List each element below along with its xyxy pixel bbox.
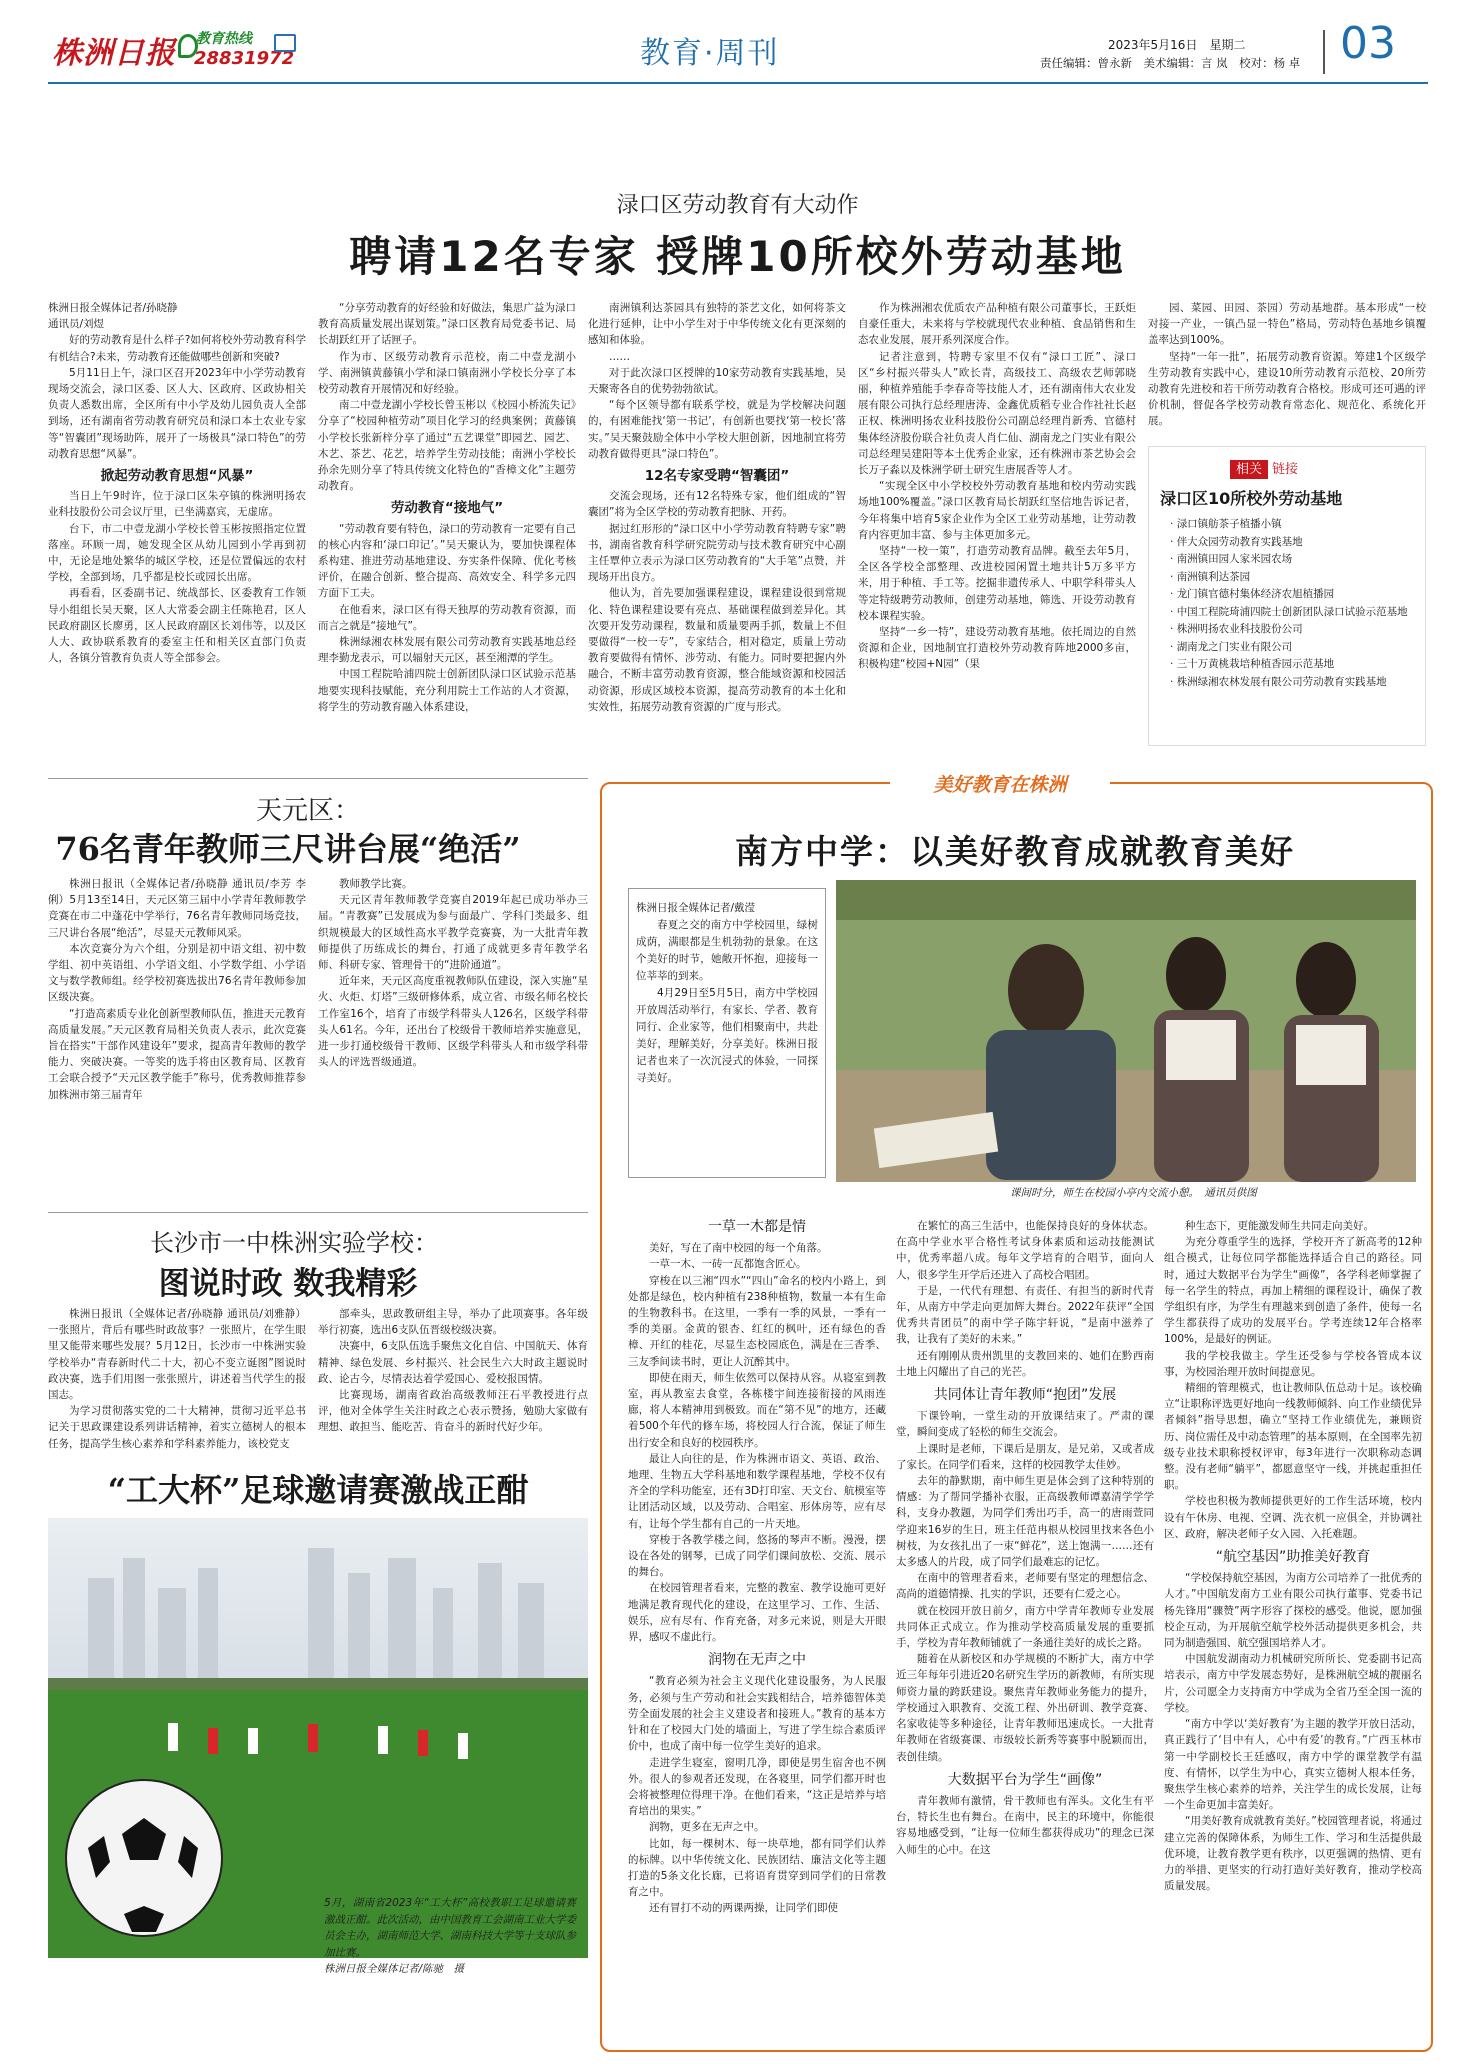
paragraph: 润物，更多在无声之中。 (649, 1821, 765, 1834)
paragraph: 精细的管理模式，也让教师队伍总动十足。该校确立“让职称评选更好地向一线教师倾斜、向工作业绩优异者倾斜”指导思想，确立“坚持工作业绩优先，兼顾资历、岗位需任及中动态管理”的基本原则，在全国率先初级专业技术职称授权评审，每3年进行一次职称动态调整。没有老师“躺平”，都愿意坚守一线，并挑起重担任职。 (1164, 1382, 1422, 1492)
paragraph: 在南中的管理者看来，老师要有坚定的理想信念、高尚的道德情操、扎实的学识，还要有仁爱之心。 (896, 1572, 1154, 1601)
paragraph: 比如，每一棵树木、每一块草地，都有同学们认养的标牌。以中华传统文化、民族团结、廉洁文化等主题打造的5条文化长廊，已将语育贯穿到同学们的日常教育之中。 (628, 1837, 886, 1899)
paragraph: 穿梭于各教学楼之间，悠扬的琴声不断。漫漫，摆设在各处的钢琴，已成了同学们课间放松、交流、展示的舞台。 (628, 1533, 886, 1579)
nanfang-column-1 (628, 1212, 886, 2042)
paragraph: 还有冒打不动的两课两操，让同学们即使 (649, 1902, 838, 1915)
lead-col1b-text (48, 488, 306, 666)
paragraph: “每个区领导都有联系学校，就是为学校解决问题的，有困难能找‘第一书记’，有创新也要找‘第一校长’落实。”吴天聚鼓励全体中小学校大胆创新，因地制宜将劳动教育做得更具“渌口特色”。 (588, 399, 846, 460)
nanfang-intro-text (636, 900, 818, 1087)
paragraph: 株洲绿湘农林发展有限公司劳动教育实践基地总经理李勤龙表示，可以辐射天元区，甚至湘潭的学生。 (318, 636, 576, 665)
paragraph: …… (609, 350, 630, 363)
labor-base-list (1170, 516, 1420, 691)
paragraph: 株洲日报全媒体记者/孙晓静 通讯员/刘煜 (48, 302, 178, 331)
list-item: · 南洲镇田园人家米园农场 (1170, 551, 1420, 569)
related-tag (1230, 458, 1302, 477)
lead-column-2 (318, 300, 576, 780)
paragraph: “教育必须为社会主义现代化建设服务，为人民服务，必须与生产劳动和社会实践相结合，培养德智体美劳全面发展的社会主义建设者和接班人。”教育的基本方针和在了校园大门处的墙面上，写进了学生综合素质评价中，也成了南中每一位学生美好的追求。 (628, 1675, 886, 1753)
nanfang-col2-text (896, 1218, 1154, 1380)
paragraph: 天元区青年教师教学竞赛自2019年起已成功举办三届。“青教赛”已发展成为参与面最广、学科门类最多、组织规模最大的区域性高水平教学竞赛赛，为一大批青年教师提供了历练成长的舞台，打通了成就更多青年教学名师、科研专家、管理骨干的“进阶通道”。 (318, 894, 588, 972)
lead-col1-text (48, 300, 306, 462)
paragraph: 交流会现场，还有12名特殊专家，他们组成的“智囊团”将为全区学校的劳动教育把脉、开药。 (588, 490, 846, 519)
paragraph: 5月11日上午，渌口区召开2023年中小学劳动教育现场交流会，渌口区委、区人大、区政府、区政协相关负责人悉数出席，全区所有中小学及幼儿园负责人全部到场，还有湖南省劳动教育研究员和渌口本土农业专家等“智囊团”现场助阵，展开了一场极具“渌口特色”的劳动教育思想“风暴”。 (48, 366, 306, 460)
paragraph: 去年的静默期，南中师生更是体会到了这种特别的情感：为了帮同学播补衣服，正高级教师谭嘉清学学学科，支身办教题，为同学们秀出巧手，高一的唐雨萱同学迎来16岁的生日，班主任范冉根从校园里找来各色小树枝，为女孩扎出了一束“鲜花”，送上饱满一……还有太多感人的片段，成了同学们最难忘的记忆。 (896, 1475, 1154, 1569)
paragraph: 株洲日报讯（全媒体记者/孙晓静 通讯员/刘雅静）一张照片，背后有哪些时政故事？一张照片，在学生眼里又能带来哪些发展？5月12日，长沙市一中株洲实验学校举办“青春新时代二十大，初心不变立诞图”图说时政决赛，选手们用图一张张照片，讲述着当代学生的报国志。 (48, 1308, 306, 1402)
list-item: · 株洲绿湘农林发展有限公司劳动教育实践基地 (1170, 674, 1420, 692)
hotline-badge (178, 26, 296, 76)
paragraph: 最让人向往的是，作为株洲市语文、英语、政治、地理、生物五大学科基地和数学课程基地，学校不仅有齐全的学科功能室，还有3D打印室、天文台、航模室等让团活动区域，以及劳动、合唱室、形体房等，应有尽有，让每个学生都有自己的一片天地。 (628, 1452, 886, 1530)
paragraph: 台下，市二中壹龙湖小学校长曾玉彬按照指定位置落座。环顾一周，她发现全区从幼儿园到小学再到初中，无论是地处繁华的城区学校，还是位置偏远的农村学校，全部到场，几乎都是校长或园长出席。 (48, 522, 306, 584)
paragraph: 园、菜园、田园、茶园）劳动基地群。基本形成“一校对接一产业，一镇凸显一特色”格局，劳动特色基地乡镇覆盖率达到100%。 (1148, 302, 1426, 347)
lead-col3b-text (588, 488, 846, 715)
paragraph: “南方中学以‘美好教育’为主题的教学开放日活动，真正践行了‘目中有人，心中有爱’的教育。”广西玉林市第一中学副校长王廷感叹，南方中学的课堂教学有温度、有情怀，以学生为中心，真实立德树人根本任务，聚焦学生核心素养的培养，关注学生的成长发展，让每一个生命更加丰富美好。 (1164, 1718, 1422, 1812)
nanfang-subhead-3: 共同体让青年教师“抱团”发展 (933, 1387, 1117, 1404)
paragraph: 一草一木、一砖一瓦都饱含匠心。 (649, 1258, 807, 1271)
paragraph: 上课时是老师，下课后是朋友，是兄弟，又或者成了家长。在同学们看来，这样的校园教学太佳妙。 (896, 1442, 1154, 1471)
changsha-column-2 (318, 1306, 588, 1456)
lead-subhead-1: 掀起劳动教育思想“风暴” (100, 468, 254, 485)
section-divider-left (48, 778, 588, 779)
paragraph: 坚持“一校一策”，打造劳动教育品牌。截至去年5月，全区各学校全部整理、改进校园闲置土地共计5万多平方米，用于种植、手工等。挖掘非遗传承人、中职学科带头人等定特级聘劳动教师，创建劳动基地，筛选、开设劳动教育校本课程实验。 (858, 545, 1136, 622)
lead-kicker: 渌口区劳动教育有大动作 (616, 193, 859, 218)
paragraph: 下课铃响，一堂生动的开放课结束了。严肃的课堂，瞬间变成了轻松的师生交流会。 (896, 1410, 1154, 1439)
paragraph: 在繁忙的高三生活中，也能保持良好的身体状态。在高中学业水平合格性考试身体素质和运动技能测试中，优秀率超八成。每年文学培育的合唱节，面向人人，很多学生开学后还进入了高校合唱团。 (896, 1220, 1154, 1281)
link-label: 链接 (1272, 462, 1299, 477)
tianyuan-headline: 76名青年教师三尺讲台展“绝活” (55, 830, 521, 868)
lead-column-3 (588, 300, 846, 780)
photo-caption: 课间时分，师生在校园小亭内交流小憩。 通讯员供图 (1010, 1187, 1257, 1199)
header-rule (48, 82, 1428, 84)
list-item: · 三十万黄桃栽培种植香园示范基地 (1170, 656, 1420, 674)
changsha-column-1 (48, 1306, 306, 1456)
list-item: · 龙门镇官德村集体经济农旭植播园 (1170, 586, 1420, 604)
list-item: · 南洲镇利达茶园 (1170, 569, 1420, 587)
lead-col5-text (1148, 300, 1426, 430)
paragraph: 为学习贯彻落实党的二十大精神，贯彻习近平总书记关于思政课建设系列讲话精神，着实立德树人的根本任务，提高学生核心素养和学科素养能力，该校党支 (48, 1405, 306, 1450)
lead-col2-text (318, 300, 576, 494)
paragraph: 教师教学比赛。 (339, 878, 413, 890)
changsha-headline: 图说时政 数我精彩 (158, 1266, 418, 1302)
related-title: 渌口区10所校外劳动基地 (1160, 489, 1343, 508)
nanfang-column-2 (896, 1218, 1154, 2042)
paragraph: 春夏之交的南方中学校园里，绿树成荫，满眼都是生机勃勃的景象。在这个美好的时节，她敞开怀抱，迎接每一位莘莘的到来。 (636, 919, 818, 982)
tianyuan-col2-text (318, 876, 588, 1070)
paragraph: 南二中壹龙湖小学校长曾玉彬以《校园小桥流失记》分享了“校园种植劳动”项目化学习的经典案例；黄藤镇小学校长张新梓分享了通过“五艺课堂”即园艺、园艺、木艺、茶艺、花艺，培养学生劳动技能；南洲小学校长孙余先则分享了特具传统文化特色的“香樟文化”主题劳动教育。 (318, 399, 576, 493)
masthead-logo: 株洲日报 (52, 36, 176, 71)
paragraph: 中国工程院哈浦四院士创新团队渌口区试验示范基地要实现科技赋能，充分利用院士工作站的人才资源，将学生的劳动教育融入体系建设， (318, 668, 576, 713)
nanfang-col2c-text (896, 1793, 1154, 1858)
paragraph: 走进学生寝室，窗明几净，即使是男生宿舍也不例外。很人的参观者还发现，在各寝里，同学们都开时也会将被整理位得理干净。在他们看来，“这正是培养与培育培出的果实。” (628, 1756, 886, 1818)
paragraph: 于是，一代代有理想、有责任、有担当的新时代青年，从南方中学走向更加辉大舞台。2022年获评“全国优秀共青团员”的南中学子陈宇轩说，“是南中滋养了我，让我有了美好的未来。” (896, 1284, 1154, 1346)
section-divider-left-2 (48, 1212, 588, 1213)
paragraph: 4月29日至5月5日，南方中学校园开放周活动举行，有家长、学者、教育同行、企业家等，他们相聚南中，共赴美好，理解美好，分享美好。株洲日报记者也来了一次沉浸式的体验，一同探寻美好。 (636, 987, 818, 1084)
lead-subhead-3: 12名专家受聘“智囊团” (644, 468, 790, 485)
paragraph: 中国航发湖南动力机械研究所所长、党委副书记高培表示，南方中学发展态势好，是株洲航空城的靓丽名片，公司愿全力支持南方中学成为全省乃至全国一流的学校。 (1164, 1653, 1422, 1714)
lead-subhead-2: 劳动教育“接地气” (390, 500, 504, 517)
feature-column-tag: 美好教育在株洲 (890, 765, 1110, 801)
lead-column-1 (48, 300, 306, 780)
paragraph: “用美好教育成就教育美好。”校园管理者说，将通过建立完善的保障体系，为师生工作、学习和生活提供最优环境，让教育教学更有秩序，以更强调的热情、更有力的举措、更坚实的行动打造好美好教育，推动学校高质量发展。 (1164, 1815, 1422, 1893)
nanfang-column-3 (1164, 1218, 1422, 2042)
paragraph: 为充分尊重学生的选择，学校开齐了新高考的12种组合模式，让每位同学都能选择适合自己的路径。同时，通过大数据平台为学生“画像”，各学科老师掌握了每一名学生的特点，再加上精细的课程设计，确保了教学组织有序，为学生有理越来到创造了条件，使每一名学生都获得了成功的发展平台。学考连续12年合格率100%，是最好的例证。 (1164, 1236, 1422, 1346)
paragraph: 还有刚刚从贵州凯里的支教回来的、她们在黔西南土地上闪耀出了自己的光芒。 (896, 1349, 1154, 1378)
football-caption: 5月，湖南省2023年“工大杯”高校教职工足球邀请赛激战正酣。此次活动，由中国教育工会湖南工业大学委员会主办，湖南师范大学、湖南科技大学等十支球队参加比赛。 株洲日报全媒体记者/陈驰 摄 (324, 1897, 576, 1975)
list-item: · 伴大众园劳动教育实践基地 (1170, 534, 1420, 552)
lead-col2b-text (318, 521, 576, 715)
nanfang-col1-text (628, 1240, 886, 1645)
paragraph: 好的劳动教育是什么样子?如何将校外劳动教育科学有机结合?未来，劳动教育还能做哪些创新和突破? (48, 334, 306, 363)
list-item: · 中国工程院琦浦四院士创新团队渌口试验示范基地 (1170, 604, 1420, 622)
lead-col4-text (858, 300, 1136, 673)
paragraph: 坚持“一年一批”，拓展劳动教育资源。筹建1个区级学生劳动教育实践中心，建设10所劳动教育示范校、20所劳动教育先进校和若干所劳动教育合格校。形成可还可遇的评价机制，督促各学校劳动教育常态化、规范化、系统化开展。 (1148, 350, 1426, 428)
football-match-photo (48, 1518, 588, 1958)
editors-line: 责任编辑：曾永新 美术编辑：言 岚 校对：杨 卓 (1040, 56, 1301, 70)
paragraph: “学校保持航空基因，为南方公司培养了一批优秀的人才。”中国航发南方工业有限公司执行董事、党委书记杨先锋用“骤赞”两字形容了探校的感受。他说，愿加强校企互动，为开展航空航学校外活动提供更多机会，共同为制造强国、航空强国培养人才。 (1164, 1572, 1422, 1650)
paragraph: “分享劳动教育的好经验和好做法，集思广益为渌口教育高质量发展出谋划策。”渌口区教育局党委书记、局长胡跃红开了话匣子。 (318, 302, 576, 347)
list-item: · 渌口镇舫茶子植播小镇 (1170, 516, 1420, 534)
paragraph: 在他看来，渌口区有得天独厚的劳动教育资源，而而言之就是“接地气”。 (318, 603, 576, 632)
paragraph: “打造高素质专业化创新型教师队伍，推进天元教育高质量发展。”天元区教育局相关负责人表示，此次竞赛旨在搭实“干部作风建设年”要求，提高青年教师的教学能力、突破决赛。一等奖的选手将由区教育局、区教育工会联合授予“天元区教学能手”称号，优秀教师推荐参加株洲市第三届青年 (48, 1007, 306, 1101)
tianyuan-col1-text (48, 876, 306, 1103)
hotline-label: 教育热线 (196, 31, 252, 47)
header-divider (1323, 30, 1325, 74)
paragraph: 据过红形形的“渌口区中小学劳动教育特聘专家”聘书，湖南省教育科学研究院劳动与技术教育研究中心副主任覃仲立表示为渌口区劳动教育的“大手笔”点赞，并现场开出良方。 (588, 522, 846, 584)
page-number: 03 (1340, 18, 1396, 69)
paragraph: 部牵头，思政教研组主导，举办了此项赛事。各年级举行初赛，选出6支队伍晋级校级决赛。 (318, 1308, 588, 1337)
paragraph: 株洲日报讯（全媒体记者/孙晓静 通讯员/李芳 李俐）5月13至14日，天元区第三届中小学青年教师教学竞赛在市二中蓬花中学举行，76名青年教师同场竞技，三尺讲台各展“绝活”，尽显天元教师风采。 (48, 878, 306, 939)
paragraph: 在校园管理者看来，完整的教室、教学设施可更好地满足教育现代化的建设，在这里学习、工作、生活、娱乐，应有尽有、作育充备，对多元来说，则是大开眼界，感叹不虚此行。 (628, 1582, 886, 1644)
nanfang-subhead-4: 大数据平台为学生“画像” (947, 1771, 1103, 1788)
lead-headline: 聘请12名专家 授牌10所校外劳动基地 (349, 232, 1126, 281)
changsha-col2-text (318, 1306, 588, 1436)
teacher-students-illustration (836, 880, 1416, 1182)
issue-date: 2023年5月16日 星期二 (1108, 38, 1246, 52)
nanfang-headline: 南方中学：以美好教育成就教育美好 (735, 832, 1295, 871)
paragraph: 学校也积极为教师提供更好的工作生活环境，校内设有午休房、电视、空调、洗衣机一应俱全，并协调社区、政府，解决老师子女入园、入托难题。 (1164, 1495, 1422, 1540)
campus-pavilion-photo (836, 880, 1416, 1182)
paragraph: 青年教师有激情，骨干教师也有浑头。文化生有平台，特长生也有舞台。在南中，民主的环境中，你能很容易地感受到，“让每一位师生都获得成功”的理念已深入师生的心中。在这 (896, 1794, 1154, 1856)
paragraph: 种生态下，更能激发师生共同走向美好。 (1185, 1220, 1374, 1232)
list-item: · 株洲明扬农业科技股份公司 (1170, 621, 1420, 639)
paragraph: 再看看，区委副书记、统战部长、区委教育工作领导小组组长吴天聚，区人大常委会副主任陈艳君，区人民政府副区长廖勇，区人民政府副区长刘伟等，以及区人大、政协联系教育的委室主任和相关区直部门负责人，各镇分管教育负责人等全部参会。 (48, 587, 306, 665)
paragraph: “劳动教育要有特色，渌口的劳动教育一定要有自己的核心内容和‘渌口印记’。”吴天聚认为，要加快课程体系构建、推进劳动基地建设、夯实条件保障、优化考核评价，在融合创新、整合提高、高效安全、科学多元四方面下工夫。 (318, 522, 576, 600)
nanfang-subhead-2: 润物在无声之中 (708, 1652, 806, 1669)
paragraph: 近年来，天元区高度重视教师队伍建设，深入实施“星火、火炬、灯塔”三级研修体系，成立省、市级名师名校长工作室16个，培育了市级学科带头人126名，区级学科带头人61名。今年，还出台了校级骨干教师培养实施意见，进一步打通校级骨干教师、区级学科带头人和市级学科带头人的评选晋级通道。 (318, 975, 588, 1069)
tianyuan-column-1 (48, 876, 306, 1206)
paragraph: 当日上午9时许，位于渌口区朱亭镇的株洲明扬农业科技股份公司会议厅里，已坐满嘉宾，无虚席。 (48, 490, 306, 519)
tianyuan-column-2 (318, 876, 588, 1206)
paragraph: “实现全区中小学校校外劳动教育基地和校内劳动实践场地100%覆盖。”渌口区教育局长胡跃红坚信地告诉记者，今年将集中培育5家企业作为全区工业劳动基地，让劳动教育内容更加丰富、参与主体更加多元。 (858, 480, 1136, 541)
list-item: · 湖南龙之门实业有限公司 (1170, 639, 1420, 657)
nanfang-col2b-text (896, 1408, 1154, 1764)
paragraph: 美好，写在了南中校园的每一个角落。 (649, 1242, 828, 1255)
paragraph: 株洲日报全媒体记者/戴滢 (636, 902, 756, 914)
nanfang-subhead-1: 一草一木都是情 (708, 1219, 806, 1235)
lead-col3-text (588, 300, 846, 462)
paragraph: 决赛中，6支队伍选手聚焦文化自信、中国航天、体育精神、绿色发展、乡村振兴、社会民生六大时政主题说时政、论古今，尽情表达着学爱国心、爱校报国情。 (318, 1340, 588, 1385)
book-icon (274, 34, 296, 52)
paragraph: 我的学校我做主。学生还受参与学校各管成本议事，为校园治理开放时间提意见。 (1164, 1349, 1422, 1378)
section-title: 教育·周刊 (640, 36, 780, 71)
nanfang-col3-text (1164, 1218, 1422, 1542)
nanfang-col3b-text (1164, 1570, 1422, 1894)
paragraph: 作为市、区级劳动教育示范校，南二中壹龙湖小学、南洲镇黄藤镇小学和渌口镇南洲小学校长分享了本校劳动教育开展情况和好经验。 (318, 350, 576, 396)
changsha-kicker: 长沙市一中株洲实验学校： (150, 1229, 438, 1257)
paragraph: 南洲镇利达茶园具有独特的茶艺文化，如何将茶文化进行延伸，让中小学生对于中华传统文化有更深刻的感知和体验。 (588, 302, 846, 347)
related-label: 相关 (1230, 460, 1268, 479)
lead-column-4 (858, 300, 1136, 780)
paragraph: 坚持“一乡一特”，建设劳动教育基地。依托周边的自然资源和企业，因地制宜打造校外劳动教育阵地2000多亩，积极构建“校园+N园”（果 (858, 626, 1136, 671)
hotline-number: 28831972 (194, 48, 295, 69)
tianyuan-kicker: 天元区： (256, 796, 361, 826)
nanfang-col1b-text (628, 1673, 886, 1916)
paragraph: 就在校园开放日前夕，南方中学青年教师专业发展共同体正式成立。作为推动学校高质量发展的重要抓手，学校为青年教师铺就了一条通往美好的成长之路。 (896, 1604, 1154, 1650)
paragraph: 对于此次渌口区授牌的10家劳动教育实践基地，吴天聚寄各自的优势勃勃欲试。 (588, 366, 846, 396)
football-scene-illustration (48, 1518, 588, 1958)
changsha-col1-text (48, 1306, 306, 1452)
nanfang-intro (636, 900, 818, 1172)
paragraph: 随着在从新校区和办学规模的不断扩大，南方中学近三年每年引进近20名研究生学历的新教师，有所实现师资力量的跨跃建设。聚焦青年教师业务能力的提升，学校通过入职教育、交流工程、外出研训、教学竞赛、名家收徒等多种途径，让青年教师迅速成长。一大批青年教师在省级赛课、市级较长新秀等赛事中脱颖而出，表创佳绩。 (896, 1653, 1154, 1763)
paragraph: 即使在雨天，师生依然可以保持从容。从寝室到教室，再从教室去食堂，各栋楼宇间连接衔接的风雨连廊，将人本精神用到极致。而在“第不见”的地方，还藏着500个年代的修车场，将校园人行合流，保证了师生出行安全和良好的校园秩序。 (628, 1371, 886, 1449)
paragraph: 作为株洲湘农优质农产品种植有限公司董事长，王跃炬自豪任重大，未来将与学校就现代农业种植、食品销售和生态农业发展，展开系列深度合作。 (858, 302, 1136, 347)
football-headline: “工大杯”足球邀请赛激战正酣 (107, 1471, 529, 1509)
paragraph: 他认为，首先要加强课程建设，课程建设很到常规化、特色课程建设要有亮点、基础课程做到差异化。其次要开发劳动课程，数量和质量要两手抓，数量上不但要做得“一校一专”，专家结合，相对稳定，质量上劳动教育要做得有情怀、涉劳动、有能力。同时要把握内外融合，不断丰富劳动教育资源，整合能域资源和校园活动资源，形成区域校本资源，提高劳动教育的本土化和实效性，拓展劳动教育资源的广度与形式。 (588, 587, 846, 713)
paragraph: 本次竞赛分为六个组，分别是初中语文组、初中数学组、初中英语组、小学语文组、小学数学组、小学语文与数学教师组。经学校初赛选拔出76名青年教师参加区级决赛。 (48, 942, 306, 1004)
nanfang-subhead-5: “航空基因”助推美好教育 (1215, 1549, 1371, 1566)
paragraph: 穿梭在以三湘“四水”“四山”命名的校内小路上，到处都是绿色，校内种植有238种植物，数量一本有生命的生物教科书。在这里，一季有一季的风景，一季有一季的美丽。金黄的银杏、红红的枫叶，还有绿色的香樟、开红的桂花，尽显生态校园底色，满是在三香季、三友季间读书时，更让人沉醉其中。 (628, 1274, 886, 1368)
lead-column-5 (1148, 300, 1426, 440)
paragraph: 记者注意到，特聘专家里不仅有“渌口工匠”、渌口区“乡村振兴带头人”欧长青，高级技工、高级农艺师郭晓丽，种植养殖能手李春奇等技能人才，还有湖南伟大农业发展有限公司执行总经理唐涛、金鑫优质稻专业合作社社长赵正权、株洲明扬农业科技股份公司副总经理肖新秀、官德村集体经济股份联合社负责人肖仁仙、湖南龙之门实业有限公司总经理吴建阳等本土优秀企业家，还有株洲市茶艺协会会长万子淼以及株洲学研士研究生唐展香等人才。 (858, 350, 1136, 477)
paragraph: 比赛现场，湖南省政治高级教师汪石平教授进行点评，他对全体学生关注时政之心表示赞扬，勉励大家做有理想、敢担当、能吃苦、肯奋斗的新时代好少年。 (318, 1389, 588, 1434)
